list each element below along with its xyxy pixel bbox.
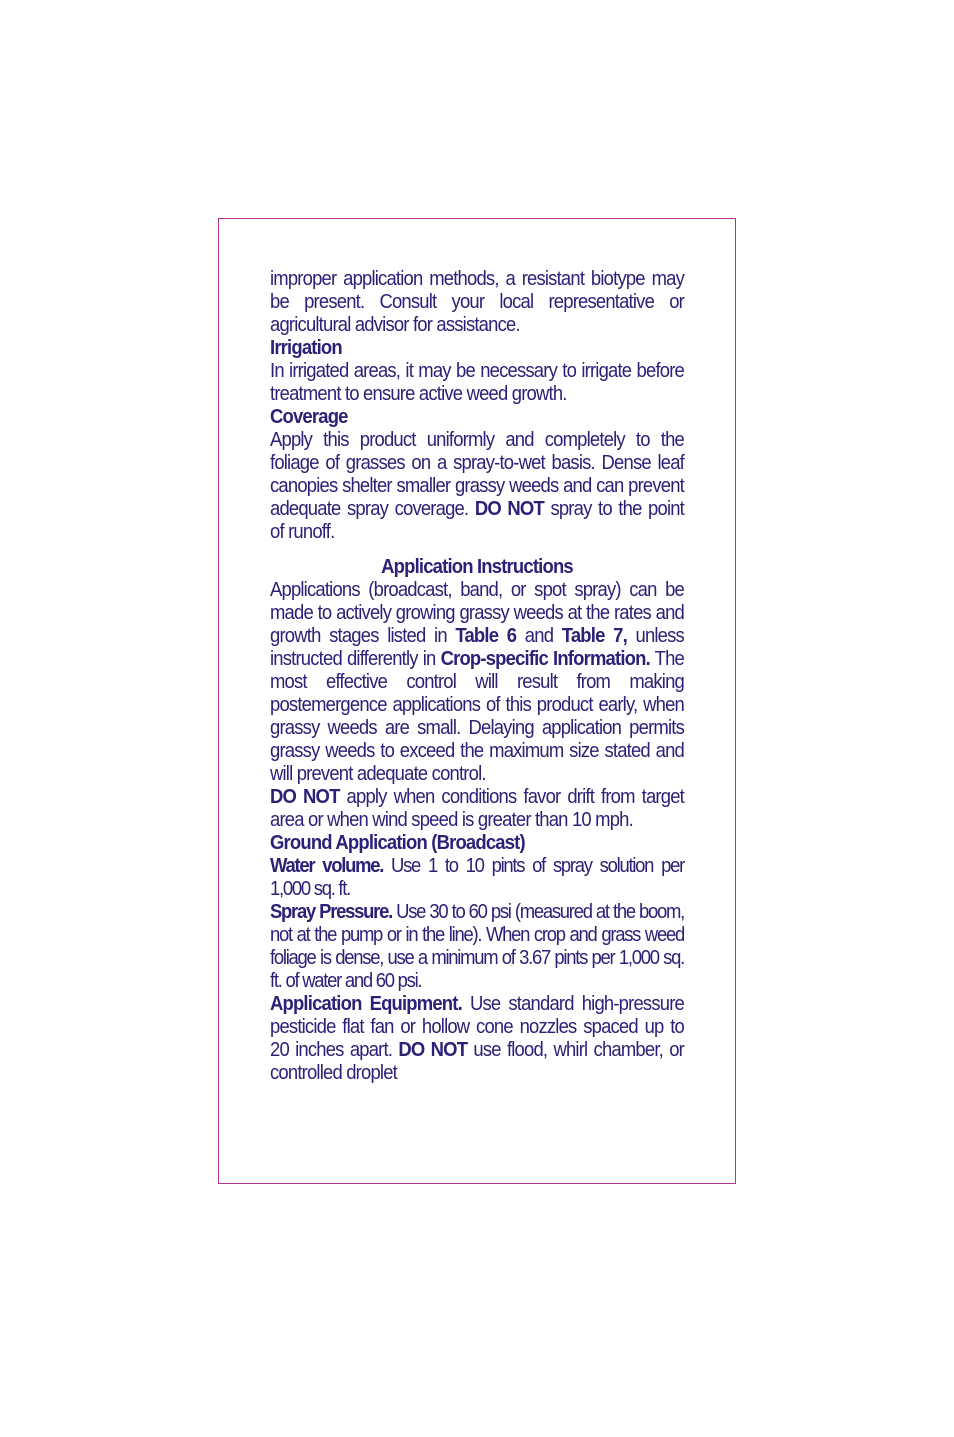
drift-warning-paragraph (270, 785, 684, 831)
ai-crop-specific: Crop-specific Information. (440, 647, 650, 670)
coverage-text-after: spray to the point of runoff. (270, 497, 684, 543)
spray-pressure-text: Use 30 to 60 psi (measured at the boom, not at the pump or in the line). When crop and grass weed foliage is dense, use a minimum of 3.67 pints per 1,000 sq. ft. of water and 60 psi. (270, 900, 684, 992)
irrigation-heading: Irrigation (270, 336, 342, 359)
ai-table6: Table 6 (455, 624, 517, 647)
spray-pressure-label: Spray Pressure. (270, 900, 392, 923)
water-volume-text: Use 1 to 10 pints of spray solution per 1,000 sq. ft. (270, 854, 684, 900)
equipment-do-not: DO NOT (398, 1038, 468, 1061)
ai-text-c: unless instructed differently in (270, 624, 684, 670)
ai-table7: Table 7, (561, 624, 627, 647)
irrigation-paragraph: In irrigated areas, it may be necessary to irrigate before treatment to ensure active weed growth. (270, 359, 684, 405)
spray-pressure-paragraph (270, 900, 684, 992)
ground-application-heading: Ground Application (Broadcast) (270, 831, 525, 854)
label-panel-border (218, 218, 736, 1184)
application-instructions-heading: Application Instructions (381, 555, 573, 578)
coverage-heading: Coverage (270, 405, 348, 428)
application-equipment-label: Application Equipment. (270, 992, 462, 1015)
ai-text-d: The most effective control will result from making postemergence applications of this product early, when grassy weeds are small. Delaying application permits grassy weeds to exceed the maximum size stated and will prevent adequate control. (270, 647, 684, 785)
coverage-paragraph (270, 428, 684, 543)
water-volume-label: Water volume. (270, 854, 384, 877)
application-equipment-text-a: Use standard high-pressure pesticide flat fan or hollow cone nozzles spaced up to 20 inches apart. (270, 992, 684, 1061)
application-equipment-text-b: use flood, whirl chamber, or controlled droplet (270, 1038, 684, 1084)
coverage-text: Apply this product uniformly and completely to the foliage of grasses on a spray-to-wet basis. Dense leaf canopies shelter smaller grassy weeds and can prevent adequate spray coverage. (270, 428, 684, 520)
ai-text-b: and (516, 624, 562, 647)
drift-do-not: DO NOT (270, 785, 340, 808)
ai-text-a: Applications (broadcast, band, or spot spray) can be made to actively growing grassy weeds at the rates and growth stages listed in (270, 578, 684, 647)
application-equipment-paragraph (270, 992, 684, 1084)
label-text-column (270, 267, 684, 1084)
drift-text: apply when conditions favor drift from target area or when wind speed is greater than 10 mph. (270, 785, 684, 831)
application-instructions-paragraph (270, 578, 684, 785)
coverage-do-not: DO NOT (474, 497, 544, 520)
intro-paragraph: improper application methods, a resistant biotype may be present. Consult your local representative or agricultural advisor for assistance. (270, 267, 684, 336)
water-volume-paragraph (270, 854, 684, 900)
